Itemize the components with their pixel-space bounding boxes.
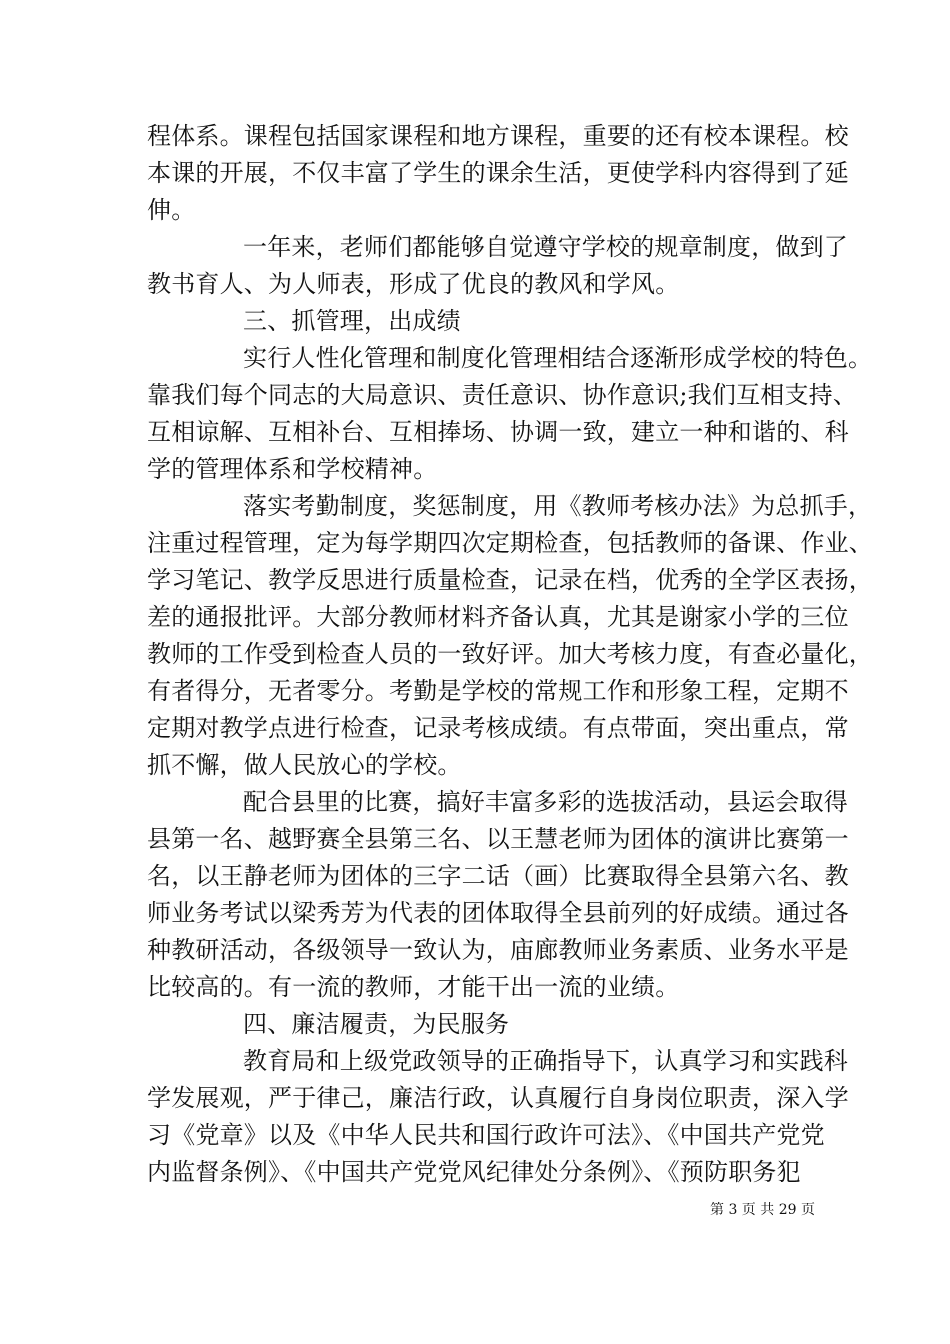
section-heading: 四、廉洁履责，为民服务 [243, 1010, 510, 1038]
text-line: 师业务考试以梁秀芳为代表的团体取得全县前列的好成绩。通过各 [147, 899, 849, 927]
page-number-footer: 第 3 页 共 29 页 [710, 1202, 815, 1218]
text-line: 注重过程管理，定为每学期四次定期检查，包括教师的备课、作业、 [147, 529, 873, 557]
text-line: 伸。 [147, 196, 196, 224]
text-line: 配合县里的比赛，搞好丰富多彩的选拔活动，县运会取得 [243, 788, 848, 816]
text-line: 内监督条例》、《中国共产党党风纪律处分条例》、《预防职务犯 [147, 1158, 801, 1186]
text-line: 名，以王静老师为团体的三字二话（画）比赛取得全县第六名、教 [147, 862, 849, 890]
text-line: 定期对教学点进行检查，记录考核成绩。有点带面，突出重点，常 [147, 714, 849, 742]
text-line: 比较高的。有一流的教师，才能干出一流的业绩。 [147, 973, 680, 1001]
text-line: 互相谅解、互相补台、互相捧场、协调一致，建立一种和谐的、科 [147, 418, 849, 446]
text-line: 学习笔记、教学反思进行质量检查，记录在档，优秀的全学区表扬， [147, 566, 873, 594]
text-line: 教育局和上级党政领导的正确指导下，认真学习和实践科 [243, 1047, 848, 1075]
text-line: 程体系。课程包括国家课程和地方课程，重要的还有校本课程。校 [147, 122, 849, 150]
text-line: 教师的工作受到检查人员的一致好评。加大考核力度，有查必量化， [147, 640, 873, 668]
text-line: 教书育人、为人师表，形成了优良的教风和学风。 [147, 270, 680, 298]
text-line: 学的管理体系和学校精神。 [147, 455, 438, 483]
text-line: 县第一名、越野赛全县第三名、以王慧老师为团体的演讲比赛第一 [147, 825, 849, 853]
text-line: 靠我们每个同志的大局意识、责任意识、协作意识;我们互相支持、 [147, 381, 858, 409]
text-line: 学发展观，严于律己，廉洁行政，认真履行自身岗位职责，深入学 [147, 1084, 849, 1112]
text-line: 实行人性化管理和制度化管理相结合逐渐形成学校的特色。 [243, 344, 873, 372]
text-line: 种教研活动，各级领导一致认为，庙廊教师业务素质、业务水平是 [147, 936, 849, 964]
text-line: 有者得分，无者零分。考勤是学校的常规工作和形象工程，定期不 [147, 677, 849, 705]
text-line: 本课的开展，不仅丰富了学生的课余生活，更使学科内容得到了延 [147, 159, 849, 187]
text-line: 一年来，老师们都能够自觉遵守学校的规章制度，做到了 [243, 233, 848, 261]
text-line: 差的通报批评。大部分教师材料齐备认真，尤其是谢家小学的三位 [147, 603, 849, 631]
text-line: 落实考勤制度，奖惩制度，用《教师考核办法》为总抓手， [243, 492, 873, 520]
section-heading: 三、抓管理，出成绩 [243, 307, 461, 335]
text-line: 抓不懈，做人民放心的学校。 [147, 751, 462, 779]
text-line: 习《党章》以及《中华人民共和国行政许可法》、《中国共产党党 [147, 1121, 825, 1149]
